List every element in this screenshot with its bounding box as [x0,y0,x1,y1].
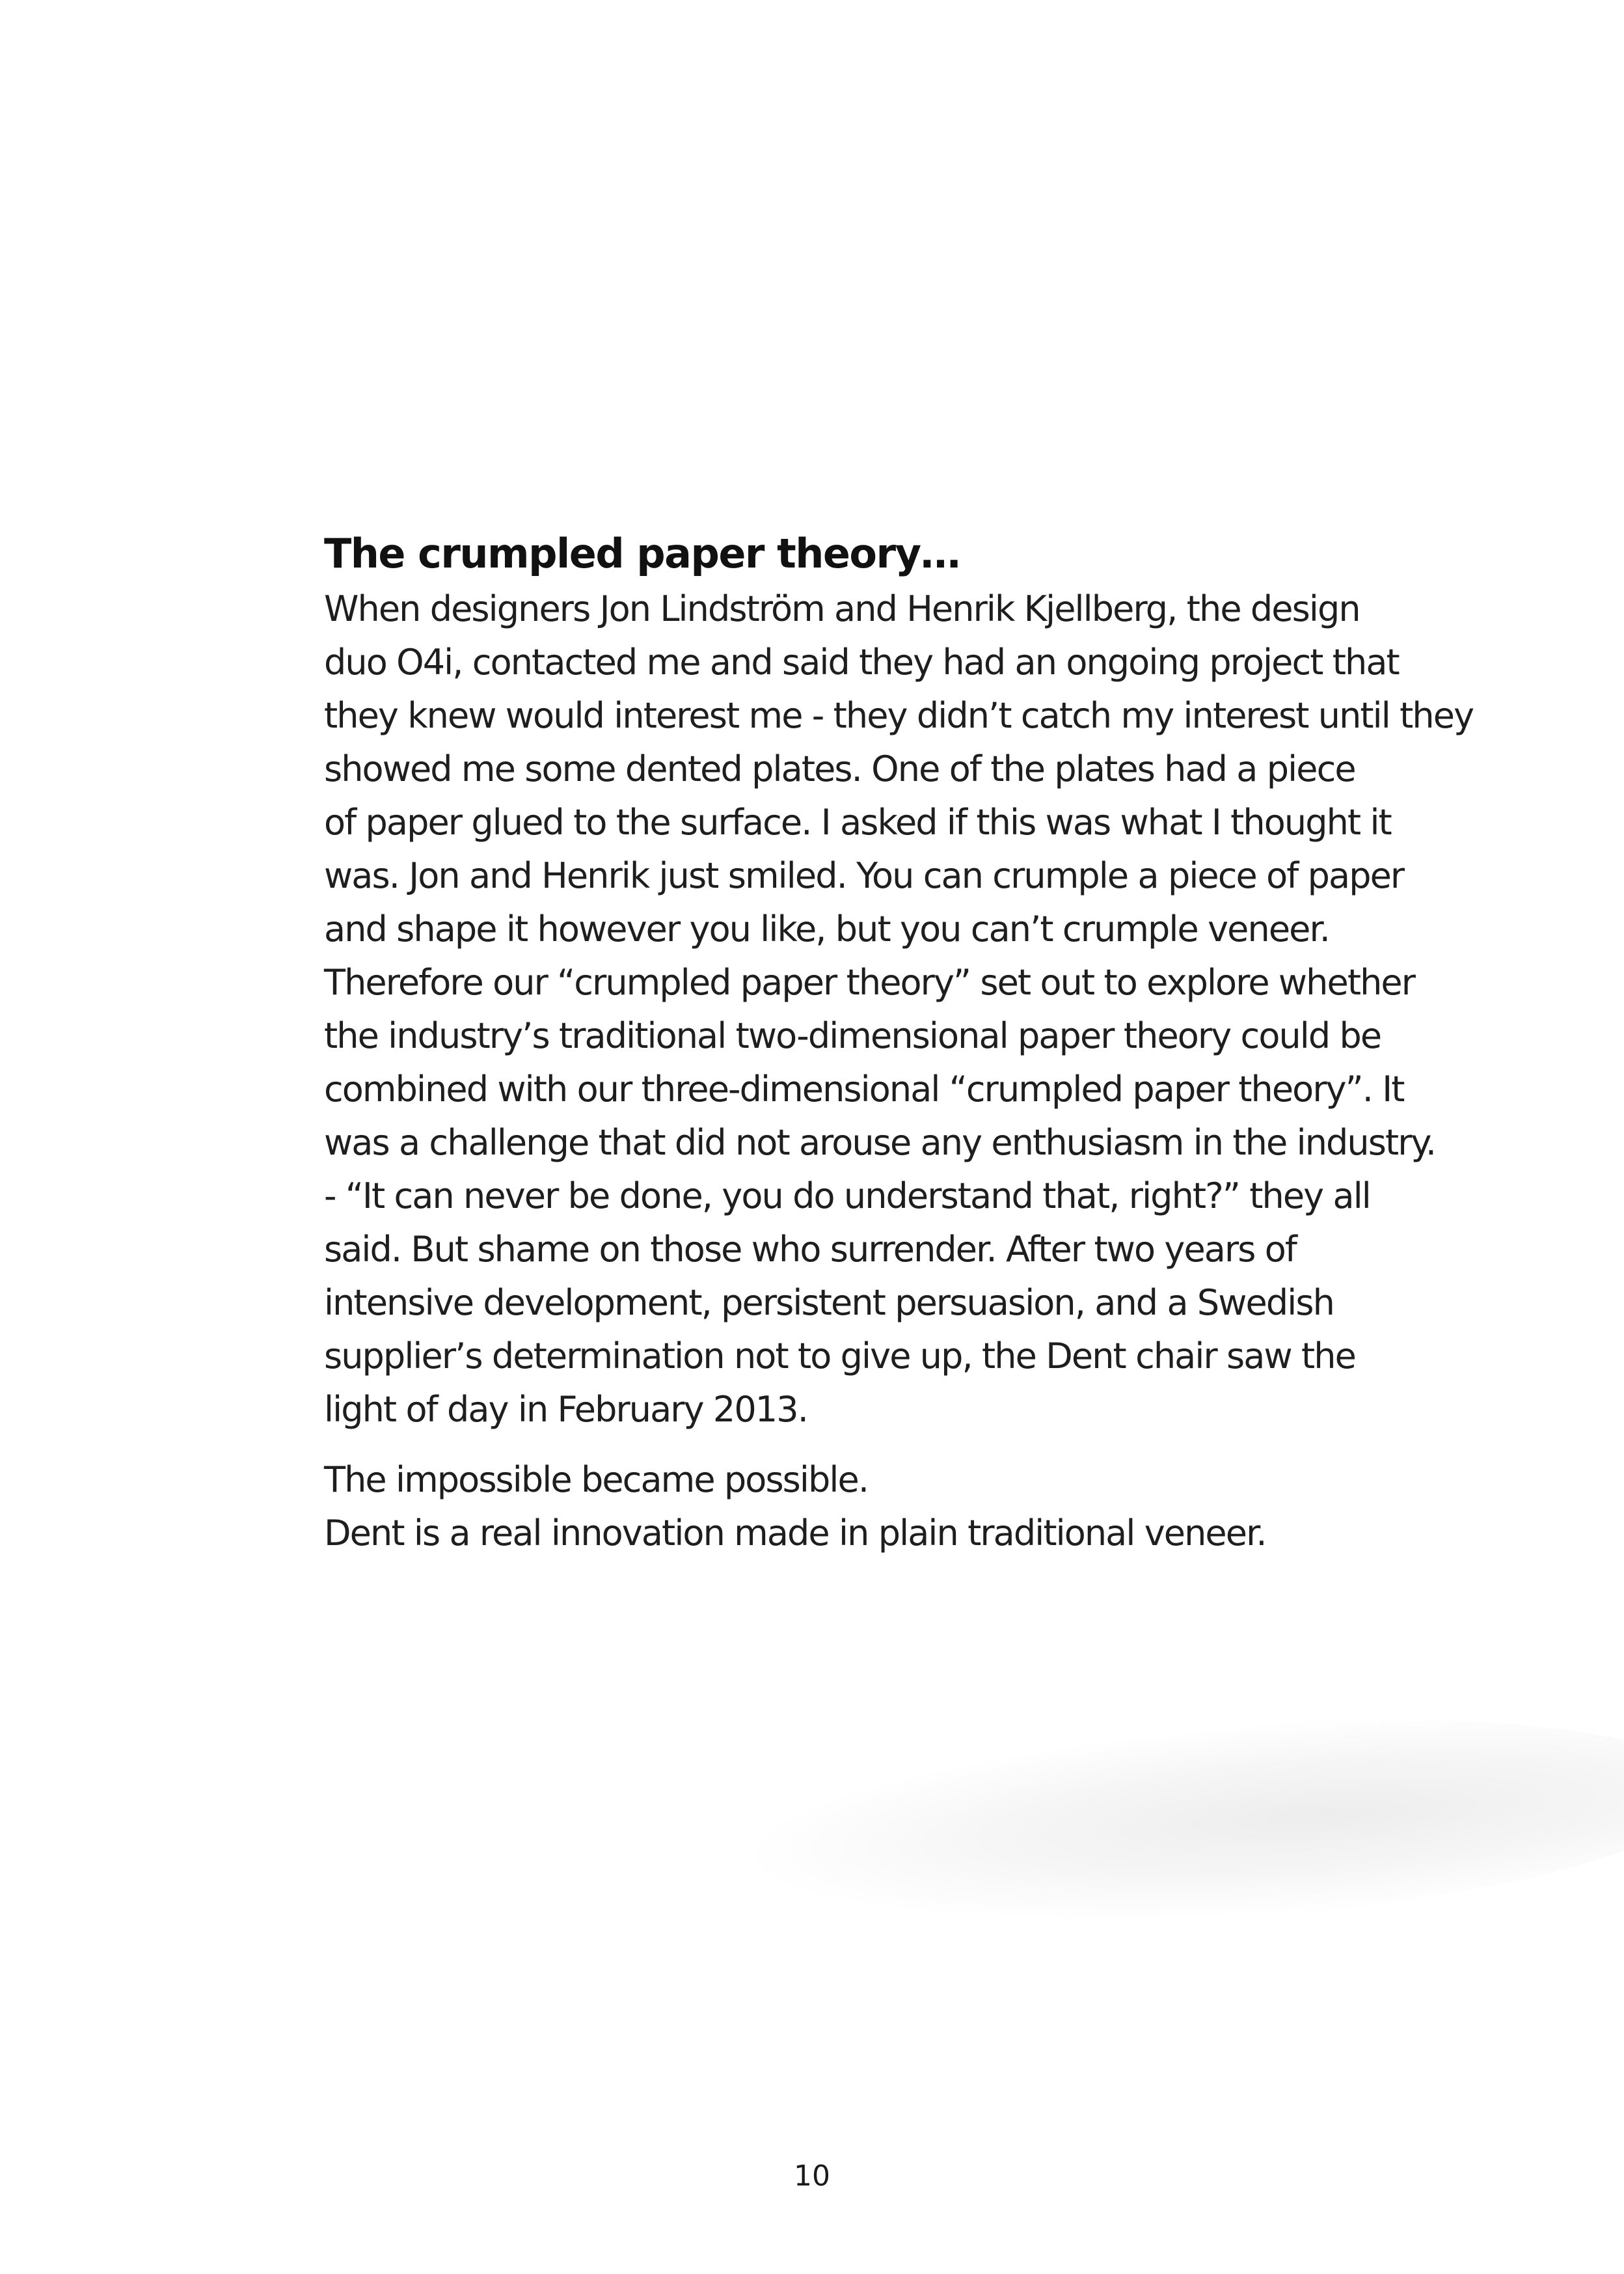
closing-line: Dent is a real innovation made in plain traditional veneer. [324,1512,1266,1554]
closing-line: The impossible became possible. [324,1459,869,1500]
body-line: Therefore our “crumpled paper theory” set out to explore whether [324,961,1415,1003]
body-line: said. But shame on those who surrender. After two years of [324,1228,1297,1270]
article-closing [324,1453,1417,1560]
article-title: The crumpled paper theory… [324,530,960,577]
body-line: they knew would interest me - they didn’t catch my interest until they [324,694,1474,736]
body-line: of paper glued to the surface. I asked if this was what I thought it [324,801,1391,843]
body-line: was a challenge that did not arouse any enthusiasm in the industry. [324,1121,1436,1163]
body-line: intensive development, persistent persuasion, and a Swedish [324,1281,1334,1323]
article-body [324,582,1474,1436]
body-line: the industry’s traditional two-dimensional paper theory could be [324,1015,1381,1056]
body-line: combined with our three-dimensional “crumpled paper theory”. It [324,1068,1404,1110]
body-line: showed me some dented plates. One of the plates had a piece [324,748,1355,789]
body-line: supplier’s determination not to give up, the Dent chair saw the [324,1335,1355,1377]
page-number: 10 [794,2159,830,2193]
body-line: - “It can never be done, you do understand that, right?” they all [324,1175,1370,1216]
body-line: duo O4i, contacted me and said they had an ongoing project that [324,641,1399,683]
body-line: When designers Jon Lindström and Henrik Kjellberg, the design [324,588,1360,629]
body-line: and shape it however you like, but you can’t crumple veneer. [324,908,1330,950]
body-line: light of day in February 2013. [324,1388,807,1430]
article [324,526,1474,1560]
body-line: was. Jon and Henrik just smiled. You can crumple a piece of paper [324,855,1404,896]
decorative-shadow [729,1691,1624,1954]
